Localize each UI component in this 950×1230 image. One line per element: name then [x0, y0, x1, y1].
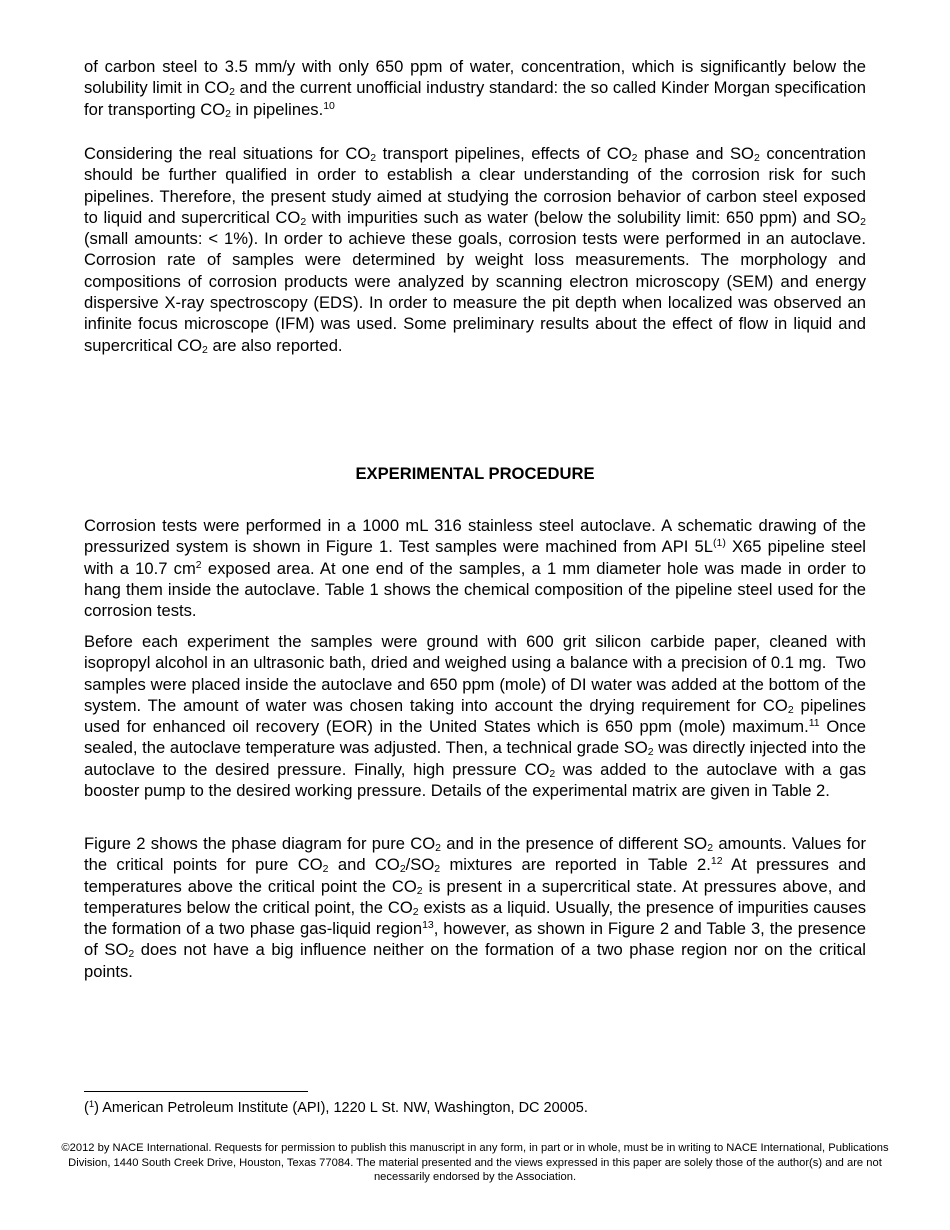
copyright-notice: ©2012 by NACE International. Requests for permission to publish this manuscript in any form, in part or in whole, must be in writing to NACE International, Publications Division, 1440 South Creek Drive, Houston, Texas 77084. The material presented and the views expressed in this paper are solely those of the author(s) and are not necessarily endorsed by the Association. [61, 1142, 889, 1184]
footnote-api: ($^1$) American Petroleum Institute (API), 1220 L St. NW, Washington, DC 20005. [84, 1099, 588, 1116]
paragraph-text: Before each experiment the samples were ground with 600 grit silicon carbide paper, cleaned with isopropyl alcohol in an ultrasonic bath, dried and weighed using a balance with a precision of 0.1 mg. Two samples were placed inside the autoclave and 650 ppm (mole) of DI water was added at the bottom of the system. The amount of water was chosen taking into account the drying requirement for $CO_2$ pipelines used for enhanced oil recovery (EOR) in the United States which is 650 ppm (mole) maximum.$^{11}$ Once sealed, the autoclave temperature was adjusted. Then, a technical grade $SO_2$ was directly injected into the autoclave to the desired pressure. Finally, high pressure $CO_2$ was added to the autoclave with a gas booster pump to the desired working pressure. Details of the experimental matrix are given in Table 2. [84, 632, 866, 801]
footnote-divider [84, 1091, 308, 1092]
paragraph-phase-diagram [84, 833, 866, 982]
paragraph-sample-preparation [84, 631, 866, 801]
paragraph-corrosion-tests [84, 515, 866, 621]
paragraph-study-aim [84, 143, 866, 356]
paragraph-text: Figure 2 shows the phase diagram for pure $CO_2$ and in the presence of different $SO_2$ amounts. Values for the critical points for pure $CO_2$ and $CO_2/SO_2$ mixtures are reported in Table 2.12 At pressures and temperatures above the critical point the $CO_2$ is present in a supercritical state. At pressures above, and temperatures below the critical point, the $CO_2$ exists as a liquid. Usually, the presence of impurities causes the formation of a two phase gas-liquid region$^{13}$, however, as shown in Figure 2 and Table 3, the presence of $SO_2$ does not have a big influence neither on the formation of a two phase region nor on the critical points. [84, 834, 866, 981]
paragraph-text: of carbon steel to 3.5 mm/y with only 650 ppm of water, concentration, which is significantly below the solubility limit in $CO_2$ and the current unofficial industry standard: the so called Kinder Morgan specification for transporting $CO_2$ in pipelines.$^{10}$ [84, 57, 866, 120]
paragraph-text: Considering the real situations for $CO_2$ transport pipelines, effects of $CO_2$ phase and $SO_2$ concentration should be further qualified in order to establish a clear understanding of the corrosion risk for such pipelines. Therefore, the present study aimed at studying the corrosion behavior of carbon steel exposed to liquid and supercritical $CO_2$ with impurities such as water (below the solubility limit: 650 ppm) and $SO_2$ (small amounts: < 1%). In order to achieve these goals, corrosion tests were performed in an autoclave. Corrosion rate of samples were determined by weight loss measurements. The morphology and compositions of corrosion products were analyzed by scanning electron microscopy (SEM) and energy dispersive X-ray spectroscopy (EDS). In order to measure the pit depth when localized was observed an infinite focus microscope (IFM) was used. Some preliminary results about the effect of flow in liquid and supercritical $CO_2$ are also reported. [84, 144, 866, 356]
paragraph-text: Corrosion tests were performed in a 1000 mL 316 stainless steel autoclave. A schematic drawing of the pressurized system is shown in Figure 1. Test samples were machined from API $5L^{(1)}$ X65 pipeline steel with a 10.7 $cm^2$ exposed area. At one end of the samples, a 1 mm diameter hole was made in order to hang them inside the autoclave. Table 1 shows the chemical composition of the pipeline steel used for the corrosion tests. [84, 516, 867, 621]
paragraph-intro-continued [84, 56, 866, 120]
section-heading-experimental-procedure: EXPERIMENTAL PROCEDURE [355, 464, 595, 483]
